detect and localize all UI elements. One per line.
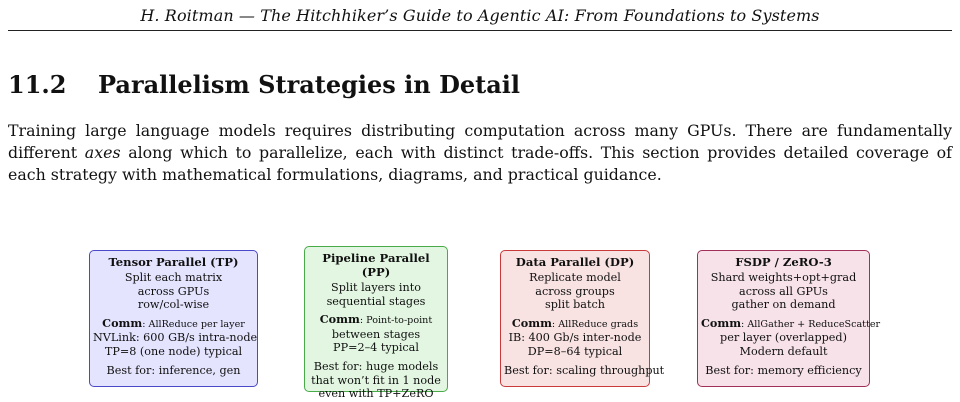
box-comm-line: between stages xyxy=(331,327,421,341)
box-comm-line: NVLink: 600 GB/s intra-node xyxy=(93,331,258,345)
best-for-value: memory efficiency xyxy=(757,363,862,377)
box-comm-line: Comm: Point-to-point xyxy=(319,312,433,327)
comm-label: Comm xyxy=(319,312,360,327)
intro-text-1: Training large language models requires distributing computation across many GPUs. There are fundamentally different xyxy=(8,121,952,162)
header-rule xyxy=(8,30,952,31)
box-desc-line: across GPUs xyxy=(137,284,210,298)
data-parallel-box xyxy=(500,250,665,387)
box-comm-line: Modern default xyxy=(739,344,828,358)
comm-value: AllReduce per layer xyxy=(148,318,245,330)
intro-text-2: along which to parallelize, each with distinct trade-offs. This section provides detailed coverage of each strategy with mathematical formulations, diagrams, and practical guidance. xyxy=(8,143,952,184)
comm-label: Comm xyxy=(511,315,552,330)
box-title: Data Parallel (DP) xyxy=(515,255,635,269)
best-for-value: huge models xyxy=(366,359,439,373)
box-comm-line: TP=8 (one node) typical xyxy=(104,344,243,358)
box-title: Tensor Parallel (TP) xyxy=(108,255,239,269)
comm-value: Point-to-point xyxy=(366,315,433,327)
best-for-value: scaling throughput xyxy=(556,363,665,377)
pipeline-parallel-box xyxy=(304,246,448,401)
best-for-label: Best for: xyxy=(705,363,754,377)
section-heading xyxy=(8,70,520,99)
box-title: Pipeline Parallel (PP) xyxy=(322,251,430,279)
comm-label: Comm xyxy=(102,315,143,330)
box-desc-line: across all GPUs xyxy=(739,284,828,298)
section-number: 11.2 xyxy=(8,70,67,99)
box-desc-line: row/col-wise xyxy=(137,298,210,312)
best-for-value: inference, gen xyxy=(158,363,241,377)
box-desc-line: Shard weights+opt+grad xyxy=(710,271,857,284)
box-desc-line: gather on demand xyxy=(731,298,836,312)
box-comm-line: IB: 400 Gb/s inter-node xyxy=(508,331,642,345)
intro-paragraph xyxy=(8,120,952,186)
box-comm-line: Comm: AllReduce grads xyxy=(511,315,639,330)
comm-label: Comm xyxy=(701,315,742,330)
box-comm-line: Comm: AllGather + ReduceScatter xyxy=(701,315,881,330)
box-title: FSDP / ZeRO-3 xyxy=(735,255,832,269)
comm-value: AllReduce grads xyxy=(558,318,639,330)
box-comm-line: DP=8–64 typical xyxy=(527,344,623,358)
box-best-for-line xyxy=(93,364,254,378)
box-comm-line: per layer (overlapped) xyxy=(720,331,847,345)
box-best-for-line xyxy=(308,360,444,374)
best-for-label: Best for: xyxy=(504,363,553,377)
box-best-for-line xyxy=(701,364,866,378)
box-best-for-line: even with TP+ZeRO xyxy=(318,387,434,401)
tensor-parallel-box xyxy=(89,250,258,387)
best-for-label: Best for: xyxy=(313,359,363,373)
best-for-label: Best for: xyxy=(106,363,156,377)
box-comm-line: Comm: AllReduce per layer xyxy=(102,315,245,330)
box-comm-line: PP=2–4 typical xyxy=(333,341,419,355)
section-title: Parallelism Strategies in Detail xyxy=(98,70,521,99)
box-best-for-line: that won’t fit in 1 node xyxy=(311,373,441,387)
box-desc-line: split batch xyxy=(545,298,605,312)
running-header: H. Roitman — The Hitchhiker’s Guide to Agentic AI: From Foundations to Systems xyxy=(140,6,820,25)
box-best-for-line xyxy=(504,363,665,378)
comm-value: AllGather + ReduceScatter xyxy=(747,318,881,330)
box-desc-line: sequential stages xyxy=(326,294,426,308)
intro-emphasis: axes xyxy=(84,143,121,162)
box-desc-line: Split each matrix xyxy=(124,271,223,284)
box-desc-line: Split layers into xyxy=(331,281,421,294)
fsdp-zero3-box xyxy=(697,250,881,387)
box-desc-line: across groups xyxy=(535,284,615,298)
box-desc-line: Replicate model xyxy=(529,271,621,284)
